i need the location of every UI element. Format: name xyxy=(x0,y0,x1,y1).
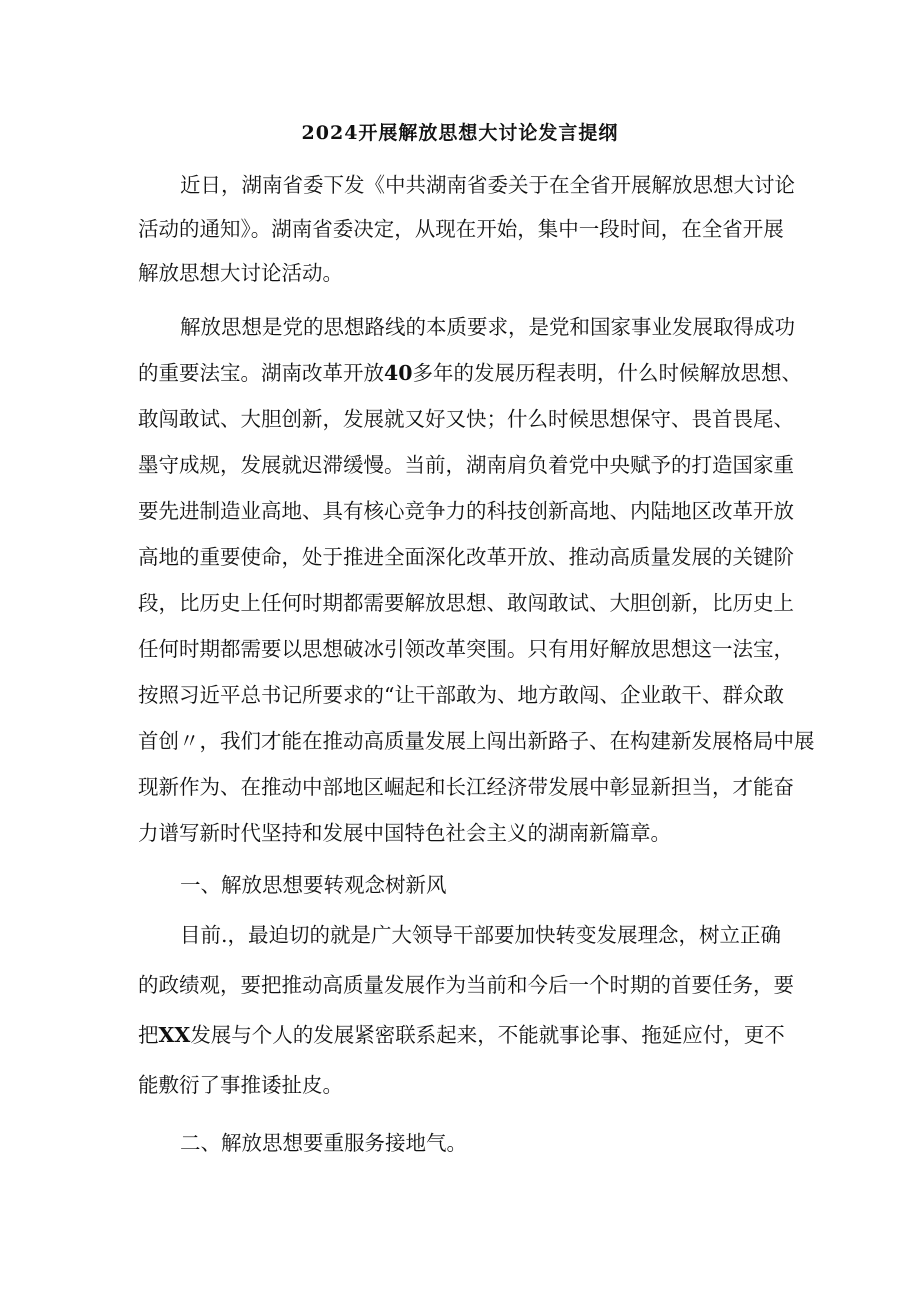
paragraph-2-line-1: 解放思想是党的思想路线的本质要求，是党和国家事业发展取得成功 xyxy=(180,315,795,339)
paragraph-2-line-2-end: 多年的发展历程表明，什么时候解放思想、 xyxy=(412,361,803,385)
paragraph-1-line-2: 活动的通知》。湖南省委决定，从现在开始，集中一段时间，在全省开展 xyxy=(138,217,784,241)
paragraph-2-line-8: 任何时期都需要以思想破冰引领改革突围。只有用好解放思想这一法宝， xyxy=(138,637,794,661)
years-number: 40 xyxy=(384,361,413,385)
paragraph-2-line-7: 段，比历史上任何时期都需要解放思想、敢闯敢试、大胆创新，比历史上 xyxy=(138,591,794,615)
paragraph-3-line-4: 能敷衍了事推诿扯皮。 xyxy=(138,1073,343,1097)
paragraph-2-line-3: 敢闯敢试、大胆创新，发展就又好又快；什么时候思想保守、畏首畏尾、 xyxy=(138,407,794,431)
paragraph-3-line-2: 的政绩观，要把推动高质量发展作为当前和今后一个时期的首要任务，要 xyxy=(138,973,794,997)
paragraph-2-line-12: 力谱写新时代坚持和发展中国特色社会主义的湖南新篇章。 xyxy=(138,821,671,845)
section-heading-2: 二、解放思想要重服务接地气。 xyxy=(180,1131,467,1155)
paragraph-3-line-1: 目前.，最迫切的就是广大领导干部要加快转变发展理念，树立正确 xyxy=(180,923,782,947)
document-title: 2024开展解放思想大讨论发言提纲 xyxy=(301,122,619,144)
paragraph-2-line-5: 要先进制造业高地、具有核心竞争力的科技创新高地、内陆地区改革开放 xyxy=(138,499,794,523)
paragraph-2-line-2 xyxy=(138,358,803,388)
paragraph-1-line-3: 解放思想大讨论活动。 xyxy=(138,261,343,285)
placeholder-xx: XX xyxy=(158,1023,191,1047)
section-heading-1: 一、解放思想要转观念树新风 xyxy=(180,873,447,897)
paragraph-2-line-4: 墨守成规，发展就迟滞缓慢。当前，湖南肩负着党中央赋予的打造国家重 xyxy=(138,453,794,477)
paragraph-3-line-3 xyxy=(138,1020,788,1050)
paragraph-2-line-9: 按照习近平总书记所要求的“让干部敢为、地方敢闯、企业敢干、群众敢 xyxy=(138,683,784,707)
paragraph-3-line-3-end: 发展与个人的发展紧密联系起来，不能就事论事、拖延应付，更不 xyxy=(190,1023,785,1047)
paragraph-2-line-10: 首创〃，我们才能在推动高质量发展上闯出新路子、在构建新发展格局中展 xyxy=(138,729,815,753)
paragraph-2-line-6: 高地的重要使命，处于推进全面深化改革开放、推动高质量发展的关键阶 xyxy=(138,545,794,569)
paragraph-2-line-2-start: 的重要法宝。湖南改革开放 xyxy=(138,361,384,385)
paragraph-3-line-3-start: 把 xyxy=(138,1023,159,1047)
paragraph-2-line-11: 现新作为、在推动中部地区崛起和长江经济带发展中彰显新担当，才能奋 xyxy=(138,775,794,799)
paragraph-1-line-1: 近日，湖南省委下发《中共湖南省委关于在全省开展解放思想大讨论 xyxy=(180,173,795,197)
